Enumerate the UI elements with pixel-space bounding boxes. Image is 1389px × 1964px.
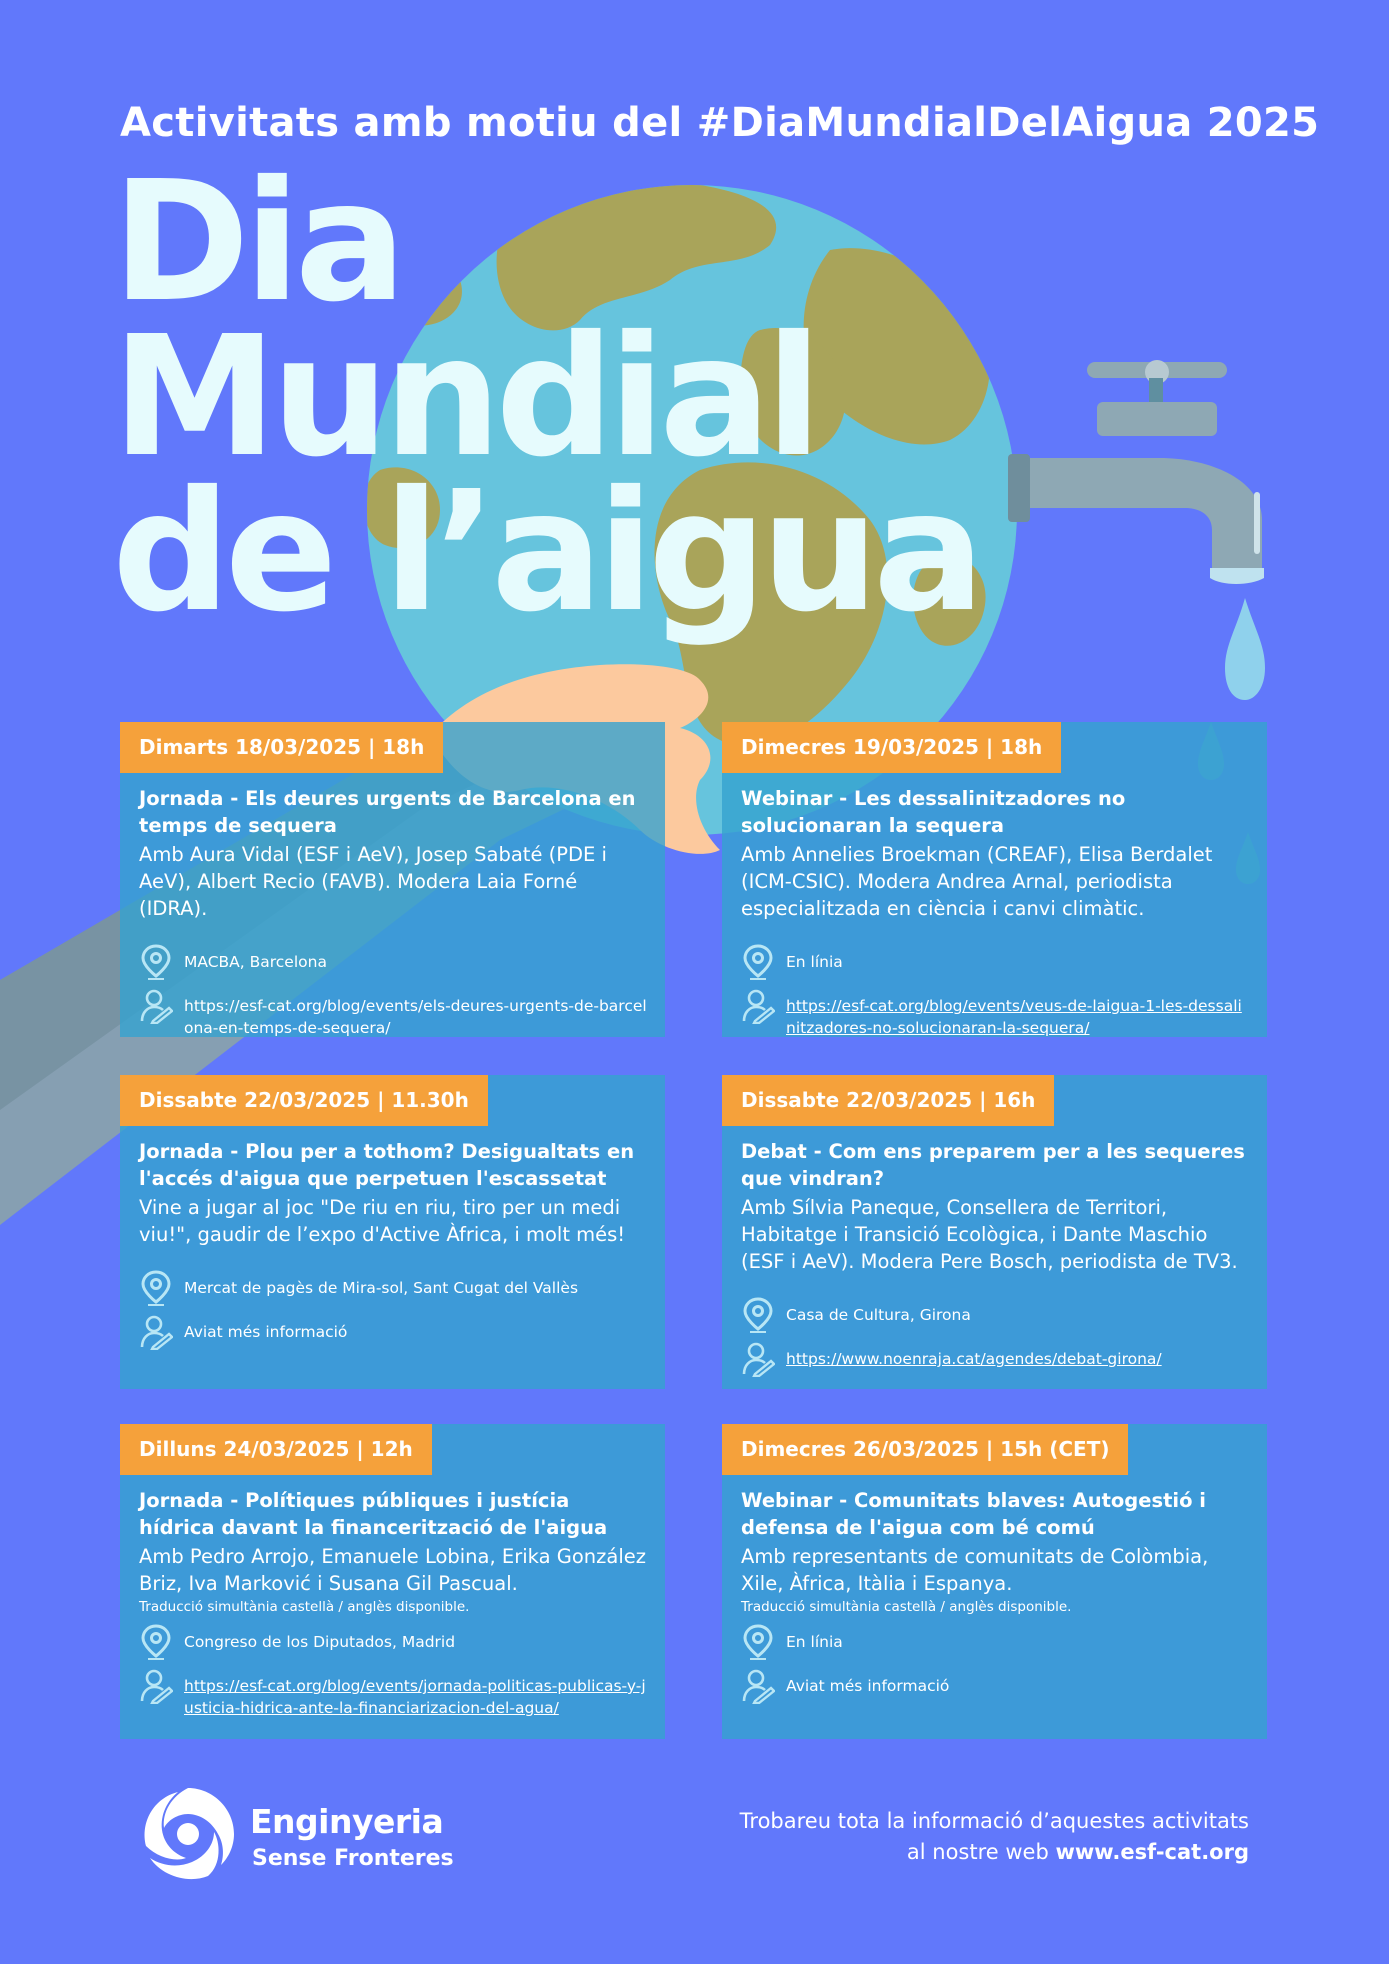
logo-name: Enginyeria bbox=[250, 1802, 444, 1841]
event-translation-note: Traducció simultània castellà / anglès disponible. bbox=[741, 1599, 1072, 1615]
esf-logo[interactable] bbox=[138, 1784, 458, 1884]
event-title: Jornada - Polítiques públiques i justícia hídrica davant la financerització de l'aigua bbox=[139, 1489, 608, 1539]
event-location: Casa de Cultura, Girona bbox=[786, 1306, 971, 1324]
event-date: Dissabte 22/03/2025 | 16h bbox=[722, 1075, 1054, 1126]
event-date: Dilluns 24/03/2025 | 12h bbox=[120, 1424, 432, 1475]
person-edit-icon bbox=[139, 988, 173, 1024]
person-edit-icon bbox=[741, 1668, 775, 1704]
event-card bbox=[120, 1075, 665, 1389]
event-location: Congreso de los Diputados, Madrid bbox=[184, 1633, 456, 1651]
event-card bbox=[120, 1424, 665, 1739]
event-link[interactable]: https://esf-cat.org/blog/events/jornada-politicas-publicas-y-justicia-hidrica-ante-la-financiarizacion-del-agua/ bbox=[184, 1677, 646, 1717]
event-location: En línia bbox=[786, 953, 843, 971]
person-edit-icon bbox=[741, 988, 775, 1024]
esf-logo-icon bbox=[138, 1784, 238, 1884]
title-line-2: Mundial bbox=[112, 301, 817, 494]
event-card bbox=[722, 1075, 1267, 1389]
event-title: Debat - Com ens preparem per a les sequeres que vindran? bbox=[741, 1140, 1245, 1190]
footer-website-link[interactable]: www.esf-cat.org bbox=[1055, 1840, 1249, 1864]
event-link: Aviat més informació bbox=[184, 1323, 348, 1341]
event-translation-note: Traducció simultània castellà / anglès disponible. bbox=[139, 1599, 470, 1615]
person-edit-icon bbox=[741, 1341, 775, 1377]
person-edit-icon bbox=[139, 1668, 173, 1704]
event-card bbox=[722, 1424, 1267, 1739]
person-edit-icon bbox=[139, 1314, 173, 1350]
event-title: Jornada - Plou per a tothom? Desigualtats en l'accés d'aigua que perpetuen l'escassetat bbox=[139, 1140, 635, 1190]
event-link[interactable]: https://esf-cat.org/blog/events/els-deures-urgents-de-barcelona-en-temps-de-sequera/ bbox=[184, 997, 647, 1037]
event-date: Dimarts 18/03/2025 | 18h bbox=[120, 722, 443, 773]
location-pin-icon bbox=[741, 1624, 775, 1660]
footer-info-line-2 bbox=[740, 1837, 1249, 1868]
title-line-3: de l’aigua bbox=[112, 456, 980, 649]
event-card bbox=[120, 722, 665, 1037]
title-line-1: Dia bbox=[112, 146, 401, 339]
footer-info-prefix: al nostre web bbox=[906, 1840, 1056, 1864]
event-location: En línia bbox=[786, 1633, 843, 1651]
location-pin-icon bbox=[139, 1624, 173, 1660]
event-title: Webinar - Les dessalinitzadores no solucionaran la sequera bbox=[741, 787, 1126, 837]
page-subtitle: Activitats amb motiu del #DiaMundialDelAigua 2025 bbox=[120, 100, 1320, 146]
event-description: Amb Aura Vidal (ESF i AeV), Josep Sabaté (PDE i AeV), Albert Recio (FAVB). Modera Laia Forné (IDRA). bbox=[139, 843, 607, 920]
location-pin-icon bbox=[139, 1270, 173, 1306]
logo-subname: Sense Fronteres bbox=[252, 1846, 454, 1871]
event-location: MACBA, Barcelona bbox=[184, 953, 327, 971]
event-location: Mercat de pagès de Mira-sol, Sant Cugat del Vallès bbox=[184, 1279, 579, 1297]
tap-icon bbox=[1008, 360, 1264, 584]
event-link[interactable]: https://esf-cat.org/blog/events/veus-de-laigua-1-les-dessalinitzadores-no-solucionaran-la-sequera/ bbox=[786, 997, 1242, 1037]
event-date: Dissabte 22/03/2025 | 11.30h bbox=[120, 1075, 488, 1126]
event-title: Webinar - Comunitats blaves: Autogestió i defensa de l'aigua com bé comú bbox=[741, 1489, 1206, 1539]
event-date: Dimecres 26/03/2025 | 15h (CET) bbox=[722, 1424, 1128, 1475]
footer-info bbox=[740, 1806, 1249, 1868]
water-drop-icon bbox=[1225, 598, 1265, 700]
location-pin-icon bbox=[139, 944, 173, 980]
event-description: Amb representants de comunitats de Colòmbia, Xile, Àfrica, Itàlia i Espanya. bbox=[741, 1545, 1209, 1595]
event-link[interactable]: https://www.noenraja.cat/agendes/debat-girona/ bbox=[786, 1350, 1162, 1368]
footer-info-line-1: Trobareu tota la informació d’aquestes activitats bbox=[739, 1809, 1249, 1833]
event-title: Jornada - Els deures urgents de Barcelona en temps de sequera bbox=[139, 787, 636, 837]
event-date: Dimecres 19/03/2025 | 18h bbox=[722, 722, 1061, 773]
location-pin-icon bbox=[741, 944, 775, 980]
event-description: Amb Annelies Broekman (CREAF), Elisa Berdalet (ICM-CSIC). Modera Andrea Arnal, periodista especialitzada en ciència i canvi climàtic. bbox=[741, 843, 1213, 920]
event-description: Amb Sílvia Paneque, Consellera de Territori, Habitatge i Transició Ecològica, i Dante Maschio (ESF i AeV). Modera Pere Bosch, periodista de TV3. bbox=[741, 1196, 1238, 1273]
event-card bbox=[722, 722, 1267, 1037]
event-description: Vine a jugar al joc "De riu en riu, tiro per un medi viu!", gaudir de l’expo d'Active Àfrica, i molt més! bbox=[139, 1196, 626, 1246]
event-description: Amb Pedro Arrojo, Emanuele Lobina, Erika González Briz, Iva Marković i Susana Gil Pascual. bbox=[139, 1545, 646, 1595]
location-pin-icon bbox=[741, 1297, 775, 1333]
event-link: Aviat més informació bbox=[786, 1677, 950, 1695]
